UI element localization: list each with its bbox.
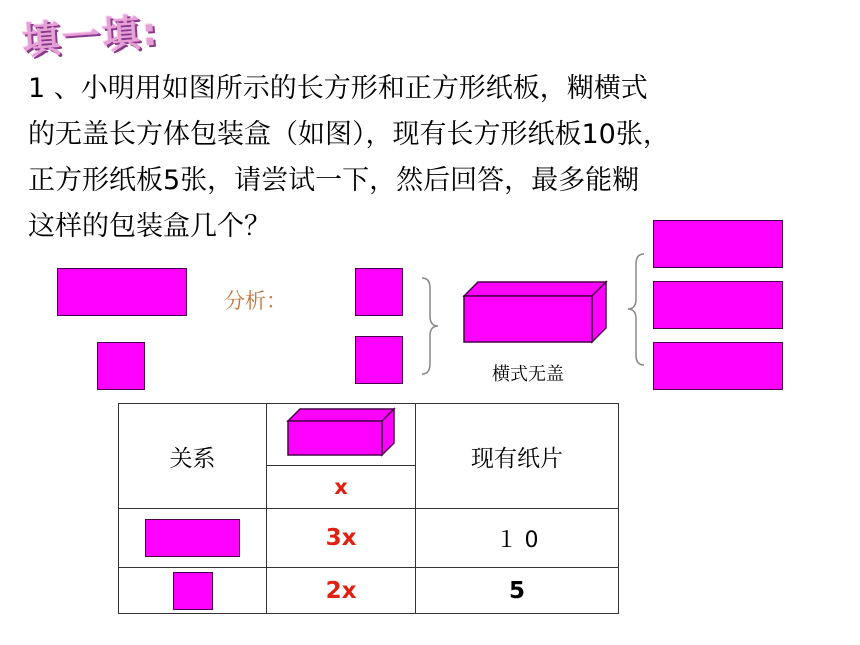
rectangle-side-2 [653,281,783,329]
problem-line-4: 这样的包装盒几个？ [28,211,271,242]
square-board [97,342,145,390]
rectangle-side-3 [653,342,783,390]
square-side-1 [355,268,403,316]
rectangle-board [57,268,187,316]
box-caption: 横式无盖 [492,364,564,385]
open-box-icon [460,280,610,345]
row-square-need: 2x [267,568,416,614]
square-board [173,572,213,610]
problem-line-2: 的无盖长方体包装盒（如图），现有长方形纸板10张， [28,119,670,150]
row-rect-have: １ 0 [416,509,619,568]
brace-left-icon [626,252,646,367]
header-var: x [267,466,416,509]
row-square-have: 5 [416,568,619,614]
row-rect-need: 3x [267,509,416,568]
header-relation: 关系 [119,404,267,509]
open-box-icon [286,407,396,457]
rectangle-board [145,519,240,557]
problem-line-3: 正方形纸板5张，请尝试一下，然后回答，最多能糊 [28,165,640,196]
header-box-cell [267,404,416,466]
analysis-label: 分析： [224,289,287,313]
row-rect-icon-cell [119,509,267,568]
problem-line-1: 1 、小明用如图所示的长方形和正方形纸板，糊横式 [28,73,648,104]
brace-icon [420,276,440,376]
header-have: 现有纸片 [416,404,619,509]
row-square-icon-cell [119,568,267,614]
relation-table [118,403,619,614]
page-title: 填一填: [20,9,161,63]
rectangle-side-1 [653,220,783,268]
square-side-2 [355,336,403,384]
